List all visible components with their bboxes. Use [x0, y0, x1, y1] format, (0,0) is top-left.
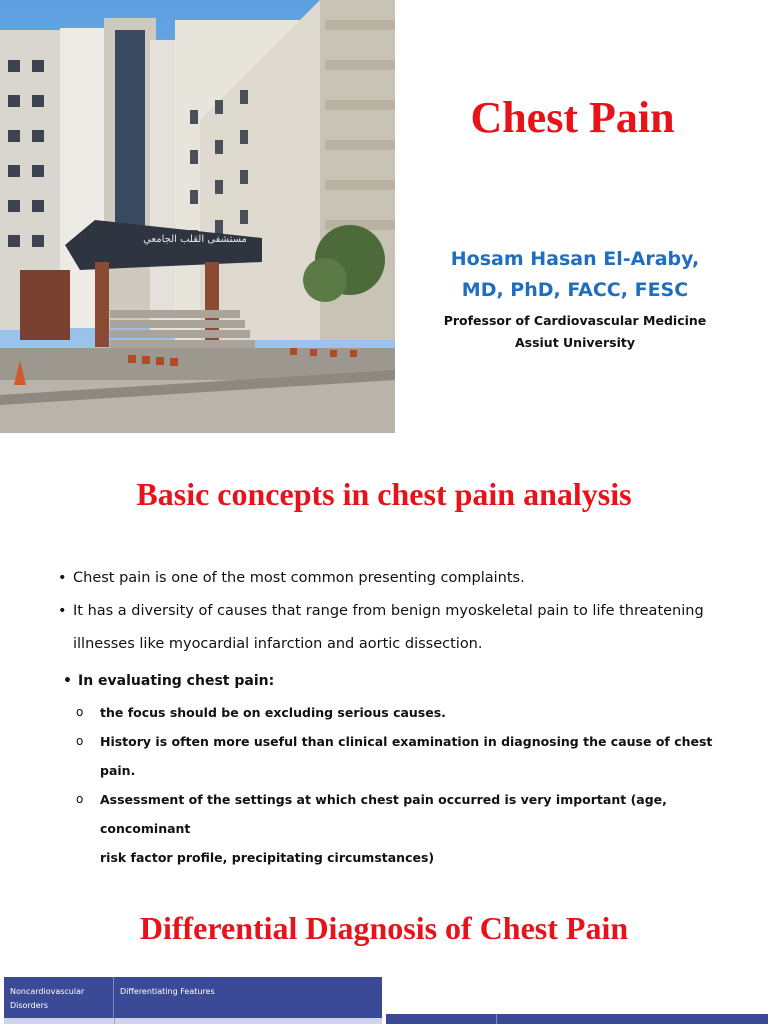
author-line-1: Hosam Hasan El-Araby, — [450, 248, 700, 270]
section-title-differential: Differential Diagnosis of Chest Pain — [139, 910, 629, 946]
title-slide — [0, 0, 768, 433]
circle-bullet-icon: o — [76, 705, 84, 719]
affiliation — [430, 310, 720, 354]
bullet-icon: • — [58, 603, 67, 619]
circle-bullet-icon: o — [76, 734, 84, 748]
table-header-cell: Noncardiovascular Disorders — [4, 977, 114, 1018]
hospital-photo — [0, 0, 395, 433]
hospital-sign: مستشفى القلب الجامعي — [143, 234, 247, 245]
bullet-continuation: illnesses like myocardial infarction and aortic dissection. — [73, 636, 483, 652]
sub-bullet-continuation: risk factor profile, precipitating circumstances) — [100, 850, 435, 865]
bullet-item: • It has a diversity of causes that range from benign myoskeletal pain to life threatening — [58, 595, 748, 628]
table-header-row — [4, 977, 382, 1018]
author-line-2: MD, PhD, FACC, FESC — [461, 279, 689, 301]
section-title: Basic concepts in chest pain analysis — [136, 476, 632, 512]
slide-title: Chest Pain — [470, 93, 675, 142]
bullet-icon: • — [58, 570, 67, 586]
table-row — [4, 1018, 382, 1024]
affiliation-line-2: Assiut University — [514, 335, 636, 350]
bullet-item-bold: • In evaluating chest pain: — [63, 665, 748, 698]
differential-table-continued — [386, 1014, 768, 1024]
bullet-list — [58, 562, 748, 872]
bullet-item: • Chest pain is one of the most common presenting complaints. — [58, 562, 748, 595]
circle-bullet-icon: o — [76, 792, 84, 806]
affiliation-line-1: Professor of Cardiovascular Medicine — [443, 313, 707, 328]
differential-table — [4, 977, 382, 1024]
sub-bullet-item: o the focus should be on excluding serious causes. — [58, 698, 748, 727]
table-header-cell: Differentiating Features — [120, 987, 215, 996]
sub-bullet-item: o History is often more useful than clinical examination in diagnosing the cause of chest pain. — [58, 727, 748, 785]
author-name — [430, 244, 720, 306]
sub-bullet-item: o Assessment of the settings at which chest pain occurred is very important (age, concominant — [58, 785, 748, 843]
bullet-icon: • — [63, 673, 72, 689]
